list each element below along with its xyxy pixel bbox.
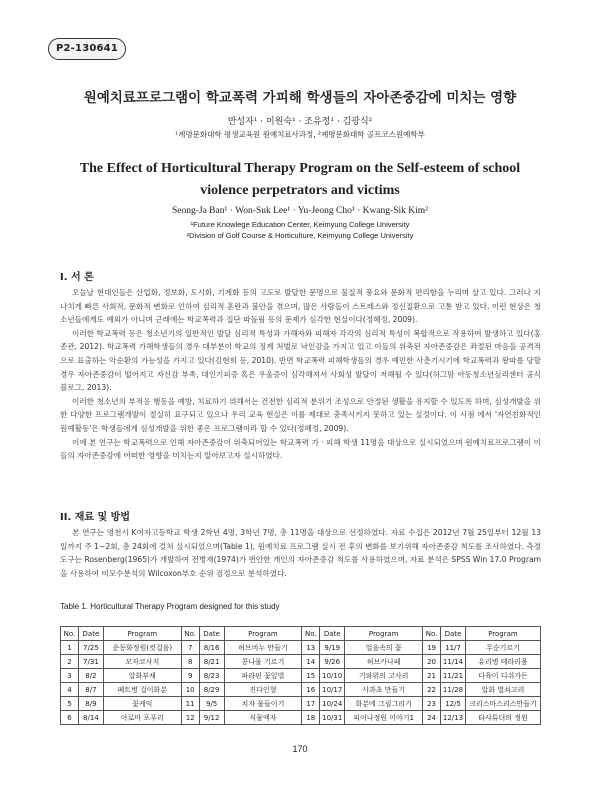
cell-no: 21 xyxy=(423,669,441,683)
cell-program: 파라핀 꽃잎벌 xyxy=(224,669,302,683)
section-methods-heading: II. 재료 및 방법 xyxy=(60,512,130,523)
paragraph: 오늘날 현대인들은 산업화, 정보화, 도시화, 기계화 등의 고도로 발달한 문명으로 물질적 풍요와 문화적 편리함을 누리며 살고 있다. 그러나 지나치게 빠른 사회적, 문화적 변화로 인하여 심리적 혼란과 불안을 겪으며, 많은 사람들이 스트레스와 정신질환으로 고통 받고 있다. 이런 현상은 청소년들에게도 예외가 아니며 근래에는 학교폭력과 집단 따돌림 등의 문제가 심각한 현실이다(정혜정, 2009). xyxy=(60,288,541,325)
paragraph: 이러한 학교폭력 등은 청소년기의 일반적인 발달 심리적 특성과 가해자와 피해자 각각의 심리적 특성이 복합적으로 작용하여 발생하고 있다(홍종관, 2012). 학교폭력 가해학생들의 경우 대부분이 학교의 징계 처벌로 낙인감을 가지고 있고 이들의 위축된 자아존중감은 좌절된 마음을 공격적으로 표출하는 악순환의 가능성을 가지고 있다(김현희 등, 2010). 반면 학교폭력 피해학생들의 경우 예민한 사춘기시기에 학교폭력과 왕따를 당할 경우 자아존중감이 떨어지고 자신감 부족, 대인기피증 혹은 우울증이 심각해져서 사회성 발달이 저해될 수 있다(허그맘 아동청소년심리센터 공식블로그, 2013). xyxy=(60,328,541,393)
table-caption: Table 1. Horticultural Therapy Program designed for this study xyxy=(60,602,280,611)
cell-program: 기와위의 고사리 xyxy=(345,669,423,683)
cell-date: 10/31 xyxy=(320,711,345,725)
cell-program: 유리병 테라리움 xyxy=(465,655,540,669)
cell-no: 8 xyxy=(181,655,199,669)
cell-no: 10 xyxy=(181,683,199,697)
cell-date: 12/5 xyxy=(441,697,466,711)
korean-title: 원예치료프로그램이 학교폭력 가피해 학생들의 자아존중감에 미치는 영향 xyxy=(83,90,517,106)
english-affiliation-1: ¹Future Knowlege Education Center, Keimyung College University xyxy=(190,220,410,229)
cell-no: 13 xyxy=(302,641,320,655)
english-affiliation-2: ²Division of Golf Course & Horticulture, Keimyung College University xyxy=(186,231,414,240)
cell-no: 3 xyxy=(61,669,79,683)
cell-program: 페트병 걸이화분 xyxy=(103,683,181,697)
header-program: Program xyxy=(465,627,540,641)
cell-date: 8/2 xyxy=(78,669,103,683)
table-row xyxy=(61,655,541,669)
cell-program: 꽃케익 xyxy=(103,697,181,711)
cell-no: 18 xyxy=(302,711,320,725)
paragraph: 이러한 청소년의 부적응 행동을 예방, 치료하기 위해서는 건전한 심리적 분위기 조성으로 안정된 생활을 유지할 수 있도록 하며, 심성개발을 위한 다양한 프로그램개발이 절실히 요구되고 있으나 우리 교육 현실은 이를 제대로 충족시키지 못하고 있는 실정이다. 이 시점 에서 '자연친화적인 원예활동'은 학생들에게 심성개발을 위한 좋은 프로그램이라 할 수 있다(정혜정, 2009). xyxy=(60,396,541,433)
english-authors: Seong-Ja Ban¹ · Won-Suk Lee¹ · Yu-Jeong Cho¹ · Kwang-Sik Kim² xyxy=(171,206,428,216)
table-header-row xyxy=(61,627,541,641)
cell-no: 19 xyxy=(423,641,441,655)
header-no: No. xyxy=(181,627,199,641)
cell-date: 11/21 xyxy=(441,669,466,683)
cell-program: 콩나물 기르기 xyxy=(224,655,302,669)
cell-date: 9/26 xyxy=(320,655,345,669)
paragraph: 본 연구는 영천시 K여자고등학교 학생 2학년 4명, 3학년 7명, 총 11명을 대상으로 선정하였다. 자료 수집은 2012년 7월 25일부터 12월 13일까지 주 1~2회, 총 24회에 걸쳐 실시되었으며(Table 1), 원예치료 프로그램 실시 전 후의 변화를 보기위해 자아존중감 척도를 조사하였다. 측정도구는 Rosenberg(1965)가 개발하여 전병재(1974)가 번안한 개인의 자아존중감 척도를 사용하였으며, 자료 분석은 SPSS Win 17.0 Program을 사용하여 비모수분석의 Wilcoxon부호 순위 검정으로 분석하였다. xyxy=(60,528,541,578)
cell-program: 무순기르기 xyxy=(465,641,540,655)
cell-program: 아로마 포푸리 xyxy=(103,711,181,725)
cell-date: 11/14 xyxy=(441,655,466,669)
cell-date: 9/19 xyxy=(320,641,345,655)
cell-program: 운동화정원(컷걸음) xyxy=(103,641,181,655)
cell-date: 7/25 xyxy=(78,641,103,655)
cell-date: 10/24 xyxy=(320,697,345,711)
cell-no: 23 xyxy=(423,697,441,711)
cell-no: 12 xyxy=(181,711,199,725)
introduction-body xyxy=(60,286,541,463)
cell-date: 10/10 xyxy=(320,669,345,683)
cell-program: 피어나정원 이야기1 xyxy=(345,711,423,725)
cell-program: 압화 열쇠고리 xyxy=(465,683,540,697)
paragraph: 이에 본 연구는 학교폭력으로 인해 자아존중감이 위축되어있는 학교폭력 가 · 피해 학생 11명을 대상으로 실시되었으며 원예치료프로그램이 이들의 자아존중감에 어떠한 영향을 미치는지 알아보고자 실시하였다. xyxy=(60,437,541,461)
cell-date: 12/13 xyxy=(441,711,466,725)
cell-program: 허브비누 만들기 xyxy=(224,641,302,655)
cell-no: 22 xyxy=(423,683,441,697)
cell-date: 8/14 xyxy=(78,711,103,725)
cell-no: 1 xyxy=(61,641,79,655)
cell-no: 5 xyxy=(61,697,79,711)
page-number: 170 xyxy=(292,744,308,754)
cell-program: 허브카나페 xyxy=(345,655,423,669)
table-row xyxy=(61,711,541,725)
cell-no: 20 xyxy=(423,655,441,669)
header-date: Date xyxy=(199,627,224,641)
cell-date: 8/29 xyxy=(199,683,224,697)
methods-body xyxy=(60,526,541,580)
cell-no: 7 xyxy=(181,641,199,655)
header-no: No. xyxy=(61,627,79,641)
cell-no: 2 xyxy=(61,655,79,669)
cell-program: 화분에 그림그리기 xyxy=(345,697,423,711)
header-date: Date xyxy=(441,627,466,641)
cell-program: 모자코사지 xyxy=(103,655,181,669)
table-row xyxy=(61,669,541,683)
cell-date: 8/9 xyxy=(78,697,103,711)
english-title: The Effect of Horticultural Therapy Program on the Self-esteem of school violence perpetrators and victims xyxy=(79,161,521,198)
cell-no: 9 xyxy=(181,669,199,683)
header-program: Program xyxy=(345,627,423,641)
cell-program: 다육이 디쉬가든 xyxy=(465,669,540,683)
header-no: No. xyxy=(302,627,320,641)
header-no: No. xyxy=(423,627,441,641)
cell-no: 17 xyxy=(302,697,320,711)
korean-affiliations: ¹계명문화대학 평생교육원 원예치료사과정, ²계명문화대학 골프코스원예학부 xyxy=(175,130,425,139)
cell-date: 8/23 xyxy=(199,669,224,683)
cell-program: 압화부채 xyxy=(103,669,181,683)
cell-program: 치자 물들이기 xyxy=(224,697,302,711)
header-program: Program xyxy=(103,627,181,641)
table-row xyxy=(61,683,541,697)
header-date: Date xyxy=(320,627,345,641)
korean-authors: 반성자¹ · 이원숙¹ · 조유정¹ · 김광식² xyxy=(227,117,373,127)
cell-program: 타샤튜더의 정원 xyxy=(465,711,540,725)
section-introduction-heading: I. 서 론 xyxy=(60,272,94,283)
cell-date: 11/28 xyxy=(441,683,466,697)
cell-date: 11/7 xyxy=(441,641,466,655)
cell-program: 크리스마스리스만들기 xyxy=(465,697,540,711)
cell-date: 9/12 xyxy=(199,711,224,725)
cell-no: 11 xyxy=(181,697,199,711)
english-affiliations xyxy=(0,219,600,241)
cell-date: 10/17 xyxy=(320,683,345,697)
cell-date: 8/16 xyxy=(199,641,224,655)
cell-date: 8/7 xyxy=(78,683,103,697)
header-program: Program xyxy=(224,627,302,641)
cell-date: 7/31 xyxy=(78,655,103,669)
cell-date: 9/5 xyxy=(199,697,224,711)
cell-no: 15 xyxy=(302,669,320,683)
header-date: Date xyxy=(78,627,103,641)
table-row xyxy=(61,641,541,655)
cell-no: 4 xyxy=(61,683,79,697)
cell-no: 14 xyxy=(302,655,320,669)
cell-no: 6 xyxy=(61,711,79,725)
cell-date: 8/21 xyxy=(199,655,224,669)
table-row xyxy=(61,697,541,711)
paper-code-badge: P2-130641 xyxy=(48,38,126,60)
cell-program: 진다인형 xyxy=(224,683,302,697)
cell-no: 16 xyxy=(302,683,320,697)
cell-program: 식물액자 xyxy=(224,711,302,725)
program-schedule-table xyxy=(60,626,541,725)
cell-program: 얼음속의 꽃 xyxy=(345,641,423,655)
cell-program: 사과초 만들기 xyxy=(345,683,423,697)
cell-no: 24 xyxy=(423,711,441,725)
